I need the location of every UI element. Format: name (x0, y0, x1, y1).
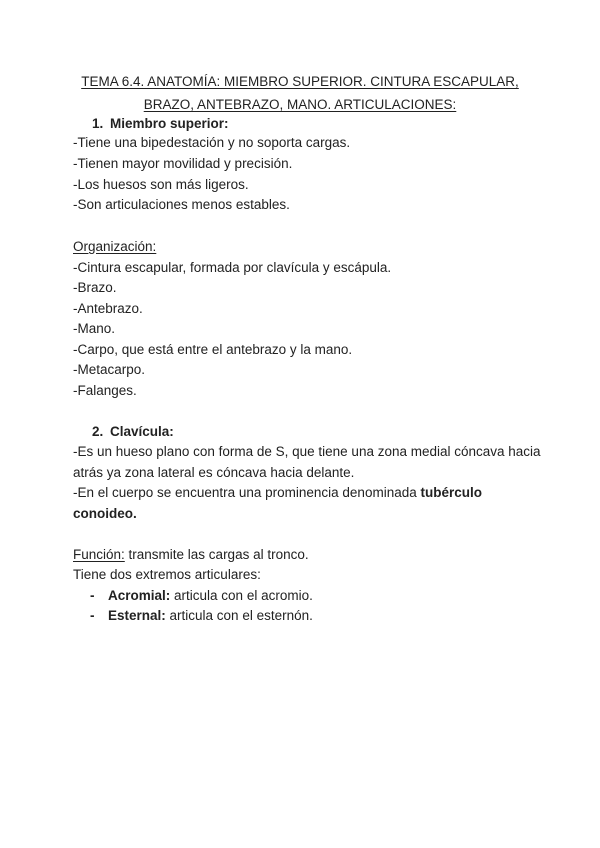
organizacion-line-2: -Brazo. (73, 280, 117, 295)
section-1-line-2: -Tienen mayor movilidad y precisión. (73, 156, 293, 171)
section-1-number: 1. (92, 116, 104, 131)
section-1-line-3: -Los huesos son más ligeros. (73, 177, 249, 192)
section-2-number: 2. (92, 424, 104, 439)
section-1-line-4: -Son articulaciones menos estables. (73, 197, 290, 212)
section-1-heading: Miembro superior: (110, 116, 229, 131)
section-1-line-1: -Tiene una bipedestación y no soporta cargas. (73, 135, 351, 150)
clavicula-para2-prefix: -En el cuerpo se encuentra una prominencia denominada (73, 485, 421, 500)
clavicula-para1-line1: -Es un hueso plano con forma de S, que tiene una zona medial cóncava hacia (73, 444, 541, 459)
funcion-text: transmite las cargas al tronco. (124, 547, 309, 562)
title-line-2: BRAZO, ANTEBRAZO, MANO. ARTICULACIONES: (143, 97, 457, 112)
document-title (60, 70, 540, 116)
funcion-label: Función: (73, 547, 125, 562)
organizacion-line-3: -Antebrazo. (73, 301, 143, 316)
clavicula-para2-line1 (73, 484, 482, 502)
section-2-heading: Clavícula: (110, 424, 174, 439)
bullet-esternal (108, 607, 313, 625)
funcion-line (73, 546, 309, 564)
organizacion-line-1: -Cintura escapular, formada por clavícula y escápula. (73, 260, 392, 275)
organizacion-line-5: -Carpo, que está entre el antebrazo y la mano. (73, 342, 353, 357)
organizacion-line-4: -Mano. (73, 321, 116, 336)
clavicula-para2-bold2: conoideo. (73, 506, 137, 521)
esternal-term: Esternal: (108, 608, 166, 623)
bullet-dash-2: - (90, 608, 95, 623)
organizacion-line-7: -Falanges. (73, 383, 137, 398)
clavicula-para2-bold1: tubérculo (420, 485, 482, 500)
organizacion-heading: Organización: (73, 239, 157, 254)
clavicula-para1-line2: atrás ya zona lateral es cóncava hacia delante. (73, 465, 355, 480)
acromial-term: Acromial: (108, 588, 171, 603)
title-line-1: TEMA 6.4. ANATOMÍA: MIEMBRO SUPERIOR. CINTURA ESCAPULAR, (81, 74, 519, 89)
organizacion-line-6: -Metacarpo. (73, 362, 146, 377)
bullet-acromial (108, 587, 313, 605)
acromial-desc: articula con el acromio. (170, 588, 313, 603)
extremos-line: Tiene dos extremos articulares: (73, 567, 261, 582)
bullet-dash-1: - (90, 588, 95, 603)
esternal-desc: articula con el esternón. (165, 608, 313, 623)
